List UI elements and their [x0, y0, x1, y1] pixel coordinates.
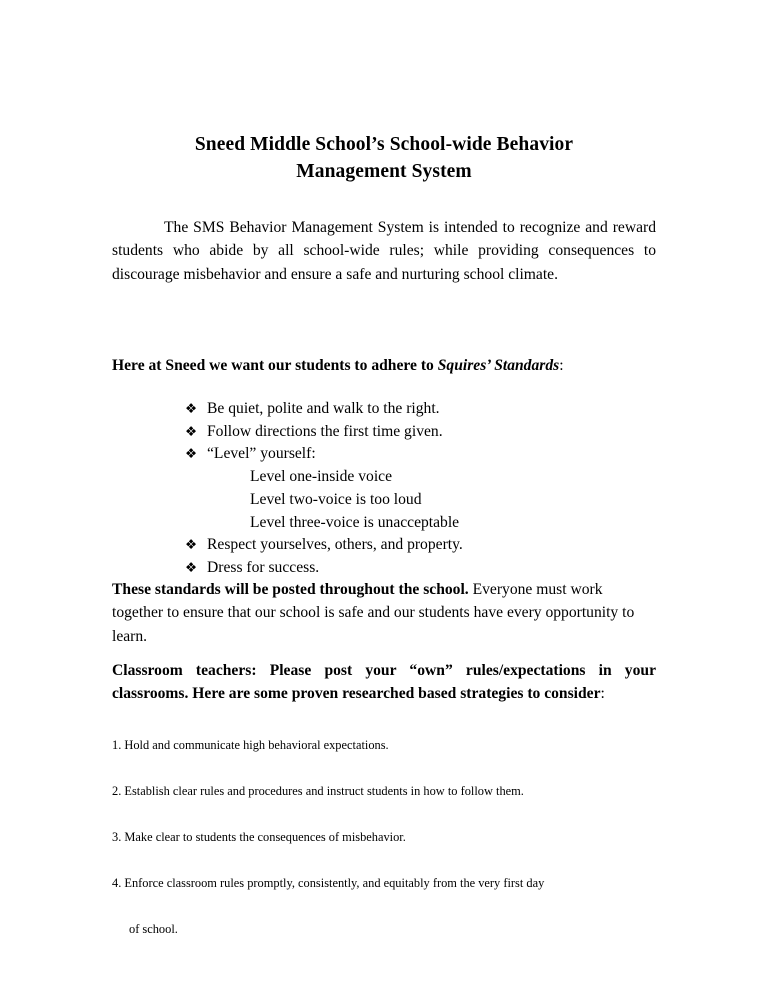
diamond-bullet-icon: ❖: [185, 559, 198, 576]
diamond-bullet-icon: ❖: [185, 401, 198, 417]
sublevel-item: Level three-voice is unacceptable: [250, 513, 460, 531]
intro-paragraph: The SMS Behavior Management System is intended to recognize and reward students who abide by all school-wide rules; while providing consequences to discourage misbehavior and ensure a safe and nurturing school climate.: [112, 219, 656, 283]
list-item: [185, 421, 655, 444]
diamond-bullet-icon: ❖: [185, 537, 198, 554]
standards-heading-lead: Here at Sneed we want our students to adhere to: [112, 357, 438, 374]
strategy-item-label: 4. Enforce classroom rules promptly, consistently, and equitably from the very first day: [112, 876, 545, 890]
sublevel-item: Level one-inside voice: [250, 468, 393, 486]
list-item-label: “Level” yourself:: [207, 445, 316, 463]
posted-paragraph-rest: Everyone must work together to ensure that our school is safe and our students have every opportunity to learn.: [112, 581, 635, 645]
strategies-list: [112, 736, 672, 938]
strategy-item: [112, 782, 672, 800]
strategy-item-label: 1. Hold and communicate high behavioral expectations.: [112, 738, 389, 752]
list-item-label: Respect yourselves, others, and property.: [207, 536, 463, 554]
page-title-line-2: Management System: [296, 161, 472, 182]
strategy-item-label: 2. Establish clear rules and procedures and instruct students in how to follow them.: [112, 784, 524, 798]
diamond-bullet-icon: ❖: [185, 446, 198, 463]
teachers-paragraph-body: Classroom teachers: Please post your “own” rules/expectations in your classrooms. Here are some proven researched based strategies to consider: [112, 662, 656, 703]
strategy-item: [112, 828, 672, 846]
standards-heading: [112, 354, 656, 377]
page-title: [112, 131, 656, 185]
list-item: [185, 534, 655, 557]
standards-heading-colon: :: [559, 357, 564, 374]
sublevel-item: Level two-voice is too loud: [250, 490, 422, 508]
list-item: [185, 557, 655, 580]
posted-paragraph: [112, 578, 656, 648]
strategy-item: [112, 736, 672, 754]
strategy-item-label: 3. Make clear to students the consequences of misbehavior.: [112, 830, 406, 844]
list-item: [185, 398, 655, 421]
sublevel-list: [207, 466, 655, 534]
list-item-label: Dress for success.: [207, 558, 320, 576]
standards-heading-emphasis: Squires’ Standards: [437, 357, 560, 374]
page-title-line-1: Sneed Middle School’s School-wide Behavior: [194, 134, 574, 155]
list-item-label: Follow directions the first time given.: [207, 422, 443, 440]
teachers-paragraph-colon: :: [600, 685, 605, 703]
list-item-label: Be quiet, polite and walk to the right.: [207, 400, 440, 417]
standards-list: [185, 398, 655, 580]
strategy-item: [112, 874, 672, 938]
strategy-item-continuation: of school.: [129, 922, 178, 936]
diamond-bullet-icon: ❖: [185, 423, 198, 440]
posted-paragraph-lead: These standards will be posted throughout the school.: [112, 581, 469, 598]
list-item: [185, 443, 655, 534]
teachers-paragraph: [112, 659, 656, 706]
